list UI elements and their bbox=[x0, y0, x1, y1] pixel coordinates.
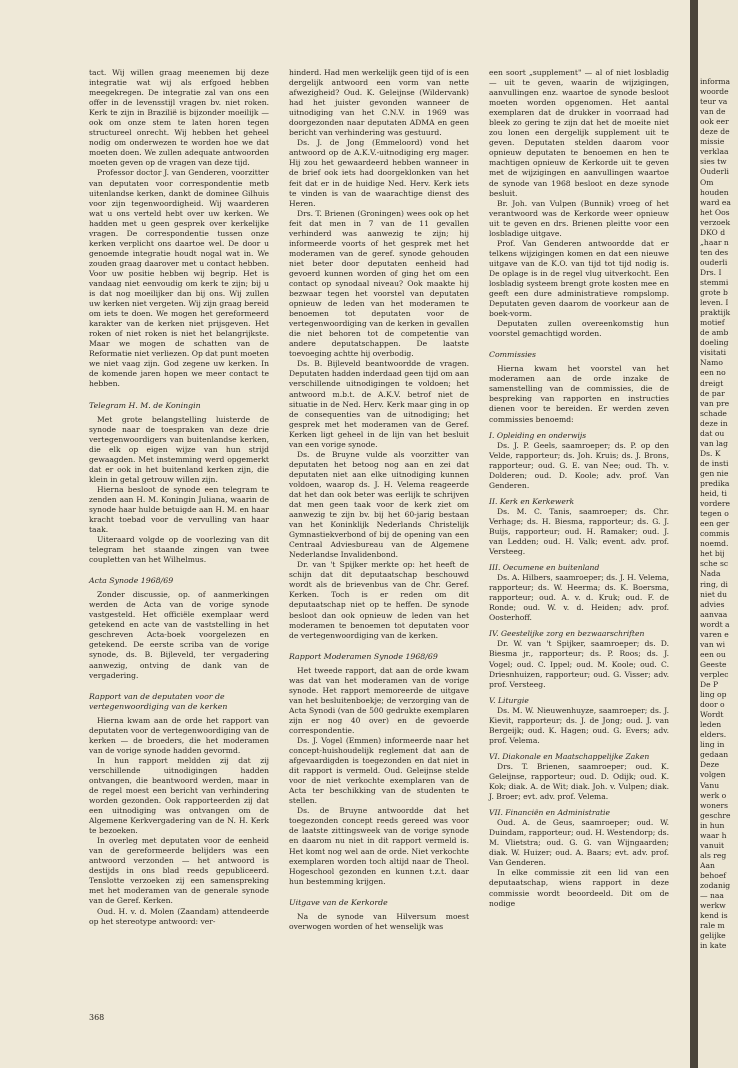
next-page-fragment: Vanu bbox=[700, 780, 720, 790]
next-page-fragment: verklaa bbox=[700, 147, 729, 157]
commission-members: Dr. W. van 't Spijker, saamroeper; ds. D. Biesma jr., rapporteur; ds. P. Roos; ds. J. Vogel; oud. C. Ippel; oud. M. Koole; oud. C. Driesnhuizen, rapporteur; oud. G. Visser; adv. prof. Versteeg. bbox=[489, 639, 669, 689]
next-page-fragment: werkw bbox=[700, 901, 726, 911]
next-page-fragment: noemd. bbox=[700, 539, 729, 549]
paragraph: Deputaten zullen overeenkomstig hun voorstel gemachtigd worden. bbox=[489, 319, 669, 339]
commission-title: I. Opleiding en onderwijs bbox=[489, 430, 587, 440]
commission-title: V. Liturgie bbox=[489, 695, 529, 705]
next-page-fragment: deze de bbox=[700, 127, 730, 137]
next-page-fragment: visitati bbox=[700, 348, 727, 358]
next-page-fragment: doeling bbox=[700, 338, 729, 348]
section-heading: Rapport Moderamen Synode 1968/69 bbox=[289, 651, 438, 661]
next-page-fragment: predika bbox=[700, 479, 730, 488]
commission-title: IV. Geestelijke zorg en bezwaarschriften bbox=[489, 629, 645, 639]
commission-title: III. Oecumene en buitenland bbox=[489, 563, 600, 573]
next-page-fragment: ten des bbox=[700, 247, 729, 257]
commission-members: Oud. A. de Geus, saamroeper; oud. W. Duindam, rapporteur; oud. H. Westendorp; ds. M. Vlietstra; oud. G. G. van Wijngaarden; diak. W. Huizer; oud. A. Baars; evt. adv. prof. Van Genderen. bbox=[489, 818, 669, 868]
commission-title: VI. Diakonale en Maatschappelijke Zaken bbox=[489, 751, 650, 761]
next-page-fragment: het Oos bbox=[700, 207, 730, 217]
next-page-fragment: dat ou bbox=[700, 428, 725, 438]
paragraph: Br. Joh. van Vulpen (Bunnik) vroeg of het verantwoord was de Kerkorde weer opnieuw uit te geven en drs. Brienen pleitte voor een losbladige uitgave. bbox=[489, 198, 669, 238]
next-page-fragment: rale m bbox=[700, 921, 725, 931]
paragraph: Dr. van 't Spijker merkte op: het heeft de schijn dat dit deputaatschap beschouwd wordt als de brievenbus van de Chr. Geref. Kerken. Toch is er reden om dit deputaatschap niet op te heffen. De synode besloot dan ook opnieuw de leden van het moderamen te benoemen tot deputaten voor de vertegenwoordiging van de kerken. bbox=[289, 560, 469, 640]
page-number: 368 bbox=[89, 1013, 105, 1022]
paragraph: Ds. B. Bijleveld beantwoordde de vragen. Deputaten hadden inderdaad geen tijd om aan verschillende uitnodigingen te voldoen; het antwoord m.b.t. de A.K.V. betrof niet de situatie in de Ned. Herv. Kerk maar ging in op de consequenties van de uitnodiging; het gesprek met het moderamen van de Geref. Kerken ligt geheel in de lijn van het besluit van een vorige synode. bbox=[289, 359, 469, 449]
next-page-fragment: Nada bbox=[700, 569, 721, 579]
next-page-fragment: Ouderli bbox=[700, 167, 729, 177]
next-page-fragment: De P bbox=[700, 680, 719, 689]
next-page-fragment: elders. bbox=[700, 730, 727, 740]
next-page-fragment: Namo bbox=[700, 358, 723, 368]
next-page-fragment: in kate bbox=[700, 941, 727, 951]
next-page-fragment: heid, ti bbox=[700, 489, 727, 499]
text-column-3 bbox=[489, 68, 669, 909]
paragraph: tact. Wij willen graag meenemen bij deze integratie wat wij als erfgoed hebben meegekregen. De integratie zal van ons een offer in de levensstijl vragen bv. niet roken. Kerk te zijn in Brazilië is bijzonder moeilijk — ook om onze stem te laten horen tegen structureel onrecht. Wij hebben het geheel nodig om onderwezen te worden hoe we dat moeten doen. We zullen adequate antwoorden moeten geven op de vragen van deze tijd. bbox=[89, 68, 269, 168]
next-page-fragment: woners bbox=[700, 800, 728, 810]
next-page-fragment: als reg bbox=[700, 850, 727, 860]
next-page-fragment: niet du bbox=[700, 589, 728, 599]
section-heading: Acta Synode 1968/69 bbox=[89, 576, 174, 586]
paragraph: Ds. J. de Jong (Emmeloord) vond het antwoord op de A.K.V.-uitnodiging erg mager. Hij zou het gewaardeerd hebben wanneer in de brief ook iets had doorgeklonken van het feit dat er in de huidige Ned. Herv. Kerk iets te vinden is van de waarachtige dienst des Heren. bbox=[289, 138, 469, 208]
next-page-fragment: motief bbox=[700, 318, 725, 328]
next-page-fragment: een ger bbox=[700, 519, 730, 529]
paragraph: Professor doctor J. van Genderen, voorzitter van deputaten voor correspondentie metb uitenlandse kerken, dankt de dominee Gilhuis voor zijn tegenwoordigheid. Wij waarderen wat u ons verteld hebt over uw kerken. We hadden met u geen gesprek over kerkelijke vragen. De correspondentie tussen onze kerken verplicht ons daartoe wel. De door u genoemde integratie houdt nogal wat in. We zouden graag daarover met u contact hebben. Voor uw positie hebben wij begrip. Het is vandaag niet eenvoudig om kerk te zijn; bij u is dat nog moeilijker dan bij ons. Wij zullen uw kerken niet vergeten. Wij zijn graag bereid om iets te doen. We mogen het gereformeerd karakter van de kerken niet prijsgeven. Het roken of niet roken is niet het belangrijkste. Maar we mogen de schatten van de Reformatie niet verliezen. Op dat punt moeten we niet vaag zijn. God zegene uw kerken. In de komende jaren hopen we meer contact te hebben. bbox=[89, 168, 269, 389]
paragraph: Uiteraard volgde op de voorlezing van dit telegram het staande zingen van twee coupletten van het Wilhelmus. bbox=[89, 535, 269, 565]
text-column-1 bbox=[89, 68, 269, 927]
paragraph: Ds. J. Vogel (Emmen) informeerde naar het concept-huishoudelijk reglement dat aan de afgevaardigden is toegezonden en dat niet in dit rapport is vermeld. Oud. Geleijnse stelde voor de niet verkochte exemplaren van de Acta ter beschikking van de studenten te stellen. bbox=[289, 736, 469, 806]
next-page-fragment: van wi bbox=[700, 639, 726, 649]
next-page-fragment: tegen o bbox=[700, 509, 729, 519]
commission-members: Ds. J. P. Geels, saamroeper; ds. P. op den Velde, rapporteur; ds. Joh. Kruis; ds. J. Brons, rapporteur; oud. G. E. van Nee; oud. Th. v. Dolderen; oud. D. Koole; adv. prof. Van Genderen. bbox=[489, 440, 669, 490]
commission-title: II. Kerk en Kerkewerk bbox=[489, 496, 575, 506]
next-page-fragment: advies bbox=[700, 599, 725, 609]
next-page-fragment: de insti bbox=[700, 458, 729, 468]
next-page-fragment: teur va bbox=[700, 97, 728, 107]
paragraph: een soort „supplement" — al of niet losbladig — uit te geven, waarin de wijzigingen, aanvullingen enz. waartoe de synode besloot moeten worden opgenomen. Het aantal exemplaren dat de drukker in voorraad had bleek zo gering te zijn dat het de moeite niet zou lonen een dergelijk supplement uit te geven. Deputaten stelden daarom voor opnieuw deputaten te benoemen en hen te machtigen opnieuw de Kerkorde uit te geven met de wijzigingen en aanvullingen waartoe de synode van 1968 besloot en deze synode besluit. bbox=[489, 68, 669, 198]
paragraph: hinderd. Had men werkelijk geen tijd of is een dergelijk antwoord een vorm van nette afwezigheid? Oud. K. Geleijnse (Wildervank) had het juister gevonden wanneer de uitnodiging van het C.N.V. in 1969 was doorgezonden naar deputaten ADMA en geen bericht van verhindering was gestuurd. bbox=[289, 68, 469, 138]
next-page-fragment: leven. I bbox=[700, 298, 729, 308]
next-page-fragment: aanvaa bbox=[700, 609, 728, 619]
commission-members: Drs. T. Brienen, saamroeper; oud. K. Geleijnse, rapporteur; oud. D. Odijk; oud. K. Kok; diak. A. de Wit; diak. Joh. v. Vulpen; diak. J. Broer; evt. adv. prof. Velema. bbox=[489, 761, 669, 802]
paragraph: Prof. Van Genderen antwoordde dat er telkens wijzigingen komen en dat een nieuwe uitgave van de K.O. van tijd tot tijd nodig is. De oplage is in de regel vlug uitverkocht. Een losbladig systeem brengt grote kosten mee en geeft een dure administratieve rompslomp. Deputaten geven daarom de voorkeur aan de boek-vorm. bbox=[489, 238, 669, 319]
paragraph: In overleg met deputaten voor de eenheid van de gereformeerde belijders was een antwoord verzonden — het antwoord is destijds in ons blad reeds gepubliceerd. Tenslotte verzoeken zij een samenspreking met het moderamen van de generale synode van de Geref. Kerken. bbox=[89, 836, 269, 906]
next-page-fragment: in hun bbox=[700, 820, 725, 830]
section-heading: Uitgave van de Kerkorde bbox=[289, 897, 388, 907]
next-page-fragment: verplec bbox=[700, 669, 729, 679]
next-page-fragment: de par bbox=[700, 388, 725, 398]
commission-members: Ds. A. Hilbers, saamroeper; ds. J. H. Velema, rapporteur; ds. W. Heerma; ds. K. Boersma, rapporteur; oud. A. v. d. Kruk; oud. F. de Ronde; oud. W. v. d. Heiden; adv. prof. Oosterhoff. bbox=[489, 573, 669, 623]
next-page-fragment: verzoek bbox=[700, 217, 731, 227]
book-gutter bbox=[690, 0, 698, 1068]
paragraph: Het tweede rapport, dat aan de orde kwam was dat van het moderamen van de vorige synode. Het rapport memoreerde de uitgave van het besluitenboekje; de verzorging van de Acta Synodi (van de 500 gedrukte exemplaren zijn er nog 40 over) en de gevoerde correspondentie. bbox=[289, 665, 469, 735]
next-page-fragment: van de bbox=[700, 107, 726, 117]
paragraph: Zonder discussie, op. of aanmerkingen werden de Acta van de vorige synode vastgesteld. Het officiële exemplaar werd getekend en acte van de vaststelling in het geschreven Acta-boek voorgelezen en getekend. De eerste scriba van de vorige synode, ds. B. Bijleveld, ter vergadering aanwezig, ontving de dank van de vergadering. bbox=[89, 590, 269, 680]
commission-members: Ds. M. W. Nieuwenhuyze, saamroeper; ds. J. Kievit, rapporteur; ds. J. de Jong; oud. J. van Bergeijk; oud. K. Hagen; oud. G. Evers; adv. prof. Velema. bbox=[489, 705, 669, 745]
next-page-fragment: woorde bbox=[700, 87, 729, 97]
commission-members: Ds. M. C. Tanis, saamroeper; ds. Chr. Verhage; ds. H. Biesma, rapporteur; ds. G. J. Buijs, rapporteur; oud. H. Ramaker; oud. J. van Ledden; oud. H. Valk; event. adv. prof. Versteeg. bbox=[489, 506, 669, 557]
next-page-fragment: de amb bbox=[700, 328, 729, 338]
next-page-fragment: leden bbox=[700, 720, 722, 730]
next-page-fragment: ward ea bbox=[700, 197, 731, 207]
next-page-fragment: — naa bbox=[700, 891, 724, 901]
next-page-fragment: deze in bbox=[700, 418, 728, 428]
next-page-fragment: ling op bbox=[700, 690, 727, 700]
next-page-fragment: missie bbox=[700, 137, 725, 147]
next-page-fragment: het bij bbox=[700, 549, 725, 559]
paragraph: Met grote belangstelling luisterde de synode naar de toespraken van deze drie vertegenwoordigers van buitenlandse kerken, die elk op eigen wijze van hun strijd gewaagden. Met instemming werd opgemerkt dat er ook in het buitenland kerken zijn, die klein in getal getrouw willen zijn. bbox=[89, 414, 269, 484]
next-page-fragment: gelijke bbox=[700, 931, 726, 941]
next-page-fragment: van lag bbox=[700, 438, 728, 448]
next-page-fragment: DKO d bbox=[700, 227, 726, 237]
next-page-fragment: „haar n bbox=[700, 237, 729, 247]
paragraph: Drs. T. Brienen (Groningen) wees ook op het feit dat men in 7 van de 11 gevallen verhinderd was aanwezig te zijn; hij informeerde voorts of het gesprek met het moderamen van de geref. synode gehouden niet beter door deputaten eenheid had gevoerd kunnen worden of ging het om een contact op synodaal niveau? Ook maakte hij bezwaar tegen het voorstel van deputaten opnieuw de leden van het moderamen te benoemen tot deputaten voor de vertegenwoordiging van de kerken in gevallen die niet behoren tot de competentie van andere deputatschappen. De laatste toevoeging achtte hij overbodig. bbox=[289, 208, 469, 359]
paragraph: Hierna kwam aan de orde het rapport van deputaten voor de vertegenwoordiging van de kerken — de broeders, die het moderamen van de vorige synode hadden gevormd. bbox=[89, 715, 269, 755]
next-page-fragment: door o bbox=[700, 700, 725, 710]
paragraph: Hierna kwam het voorstel van het moderamen aan de orde inzake de samenstelling van de commissies, die de bespreking van rapporten en instructies dienen voor te bereiden. Er werden zeven commissies benoemd: bbox=[489, 364, 669, 424]
paragraph: Oud. H. v. d. Molen (Zaandam) attendeerde op het stereotype antwoord: ver- bbox=[89, 906, 269, 926]
next-page-fragment: schade bbox=[700, 408, 727, 418]
next-page-fragment: zodanig bbox=[700, 881, 731, 890]
next-page-fragment: volgen bbox=[700, 770, 726, 780]
next-page-fragment: vanuit bbox=[700, 840, 725, 850]
paragraph: In hun rapport meldden zij dat zij verschillende uitnodigingen hadden ontvangen, die beantwoord werden, maar in de regel moest een bericht van verhindering worden gezonden. Ook rapporteerden zij dat een uitnodiging was ontvangen om de Algemene Kerkvergadering van de N. H. Kerk te bezoeken. bbox=[89, 755, 269, 836]
next-page-fragment: een no bbox=[700, 368, 726, 378]
next-page-fragment: Geeste bbox=[700, 659, 727, 669]
paragraph: Ds. de Bruyne vulde als voorzitter van deputaten het betoog nog aan en zei dat deputaten niet aan elke uitnodiging kunnen voldoen, waarop ds. J. H. Velema reageerde dat het dan ook beter was eerlijk te schrijven dat men geen taak voor de kerk ziet om aanwezig te zijn bv. bij het 60-jarig bestaan van het Koninklijk Nederlands Christelijk Gymnastiekverbond of bij de opening van een Centraal Adviesbureau van de Algemene Nederlandse Invalidenbond. bbox=[289, 449, 469, 560]
paragraph: In elke commissie zit een lid van een deputaatschap, wiens rapport in deze commissie wordt beoordeeld. Dit om de nodige bbox=[489, 868, 669, 908]
next-page-fragment: waar h bbox=[700, 830, 727, 840]
next-page-fragment: Ds. K bbox=[700, 448, 721, 458]
next-page-fragment: sche sc bbox=[700, 559, 729, 569]
next-page-fragment: vordere bbox=[700, 499, 730, 509]
next-page-fragment: van pre bbox=[700, 398, 730, 408]
next-page-fragment: dreigt bbox=[700, 378, 724, 388]
next-page-fragment: informa bbox=[700, 77, 731, 86]
next-page-fragment: stemmi bbox=[700, 278, 729, 287]
paragraph: Na de synode van Hilversum moest overwogen worden of het wenselijk was bbox=[289, 911, 469, 931]
next-page-fragment: Om bbox=[700, 177, 714, 187]
section-heading: Rapport van de deputaten voor de vertegenwoordiging van de kerken bbox=[89, 691, 228, 711]
next-page-fragment: ring, di bbox=[700, 579, 728, 589]
next-page-fragment: behoef bbox=[700, 870, 727, 880]
next-page-fragment: gedaan bbox=[700, 750, 729, 760]
next-page-fragment: houden bbox=[700, 187, 729, 197]
next-page-fragment: ook eer bbox=[700, 117, 729, 127]
next-page-fragment: ling in bbox=[700, 740, 725, 750]
paragraph: Ds. de Bruyne antwoordde dat het toegezonden concept reeds gereed was voor de laatste zittingsweek van de vorige synode en daarom nu niet in dit rapport vermeld is. Het komt nog wel aan de orde. Niet verkochte exemplaren worden toch altijd naar de Theol. Hogeschool gezonden en kunnen t.z.t. daar hun bestemming krijgen. bbox=[289, 806, 469, 886]
next-page-fragment: praktijk bbox=[700, 308, 731, 318]
next-page-edge bbox=[698, 0, 738, 1068]
next-page-fragment: sies tw bbox=[700, 157, 727, 167]
next-page-fragment: een ou bbox=[700, 649, 726, 659]
commission-title: VII. Financiën en Administratie bbox=[489, 808, 610, 818]
next-page-fragment: Drs. I bbox=[700, 267, 722, 277]
next-page-fragment: wordt a bbox=[700, 619, 730, 629]
next-page-fragment: grote b bbox=[700, 288, 728, 298]
section-heading: Commissies bbox=[489, 350, 537, 360]
next-page-fragment: ouderli bbox=[700, 257, 728, 267]
next-page-fragment: werk o bbox=[700, 790, 727, 800]
next-page-fragment: kend is bbox=[700, 911, 728, 921]
next-page-fragment: Deze bbox=[700, 760, 720, 770]
next-page-fragment: geschre bbox=[700, 810, 731, 820]
next-page-fragment: commis bbox=[700, 529, 730, 539]
next-page-fragment: varen e bbox=[700, 629, 729, 639]
text-column-2 bbox=[289, 68, 469, 932]
paragraph: Hierna besloot de synode een telegram te zenden aan H. M. Koningin Juliana, waarin de synode haar hulde betuigde aan H. M. en haar kracht toebad voor de vervulling van haar taak. bbox=[89, 484, 269, 535]
next-page-fragment: Wordt bbox=[700, 710, 724, 720]
next-page-fragment: gen nie bbox=[700, 468, 729, 478]
section-heading: Telegram H. M. de Koningin bbox=[89, 400, 201, 410]
next-page-fragment: Aan bbox=[700, 860, 715, 870]
